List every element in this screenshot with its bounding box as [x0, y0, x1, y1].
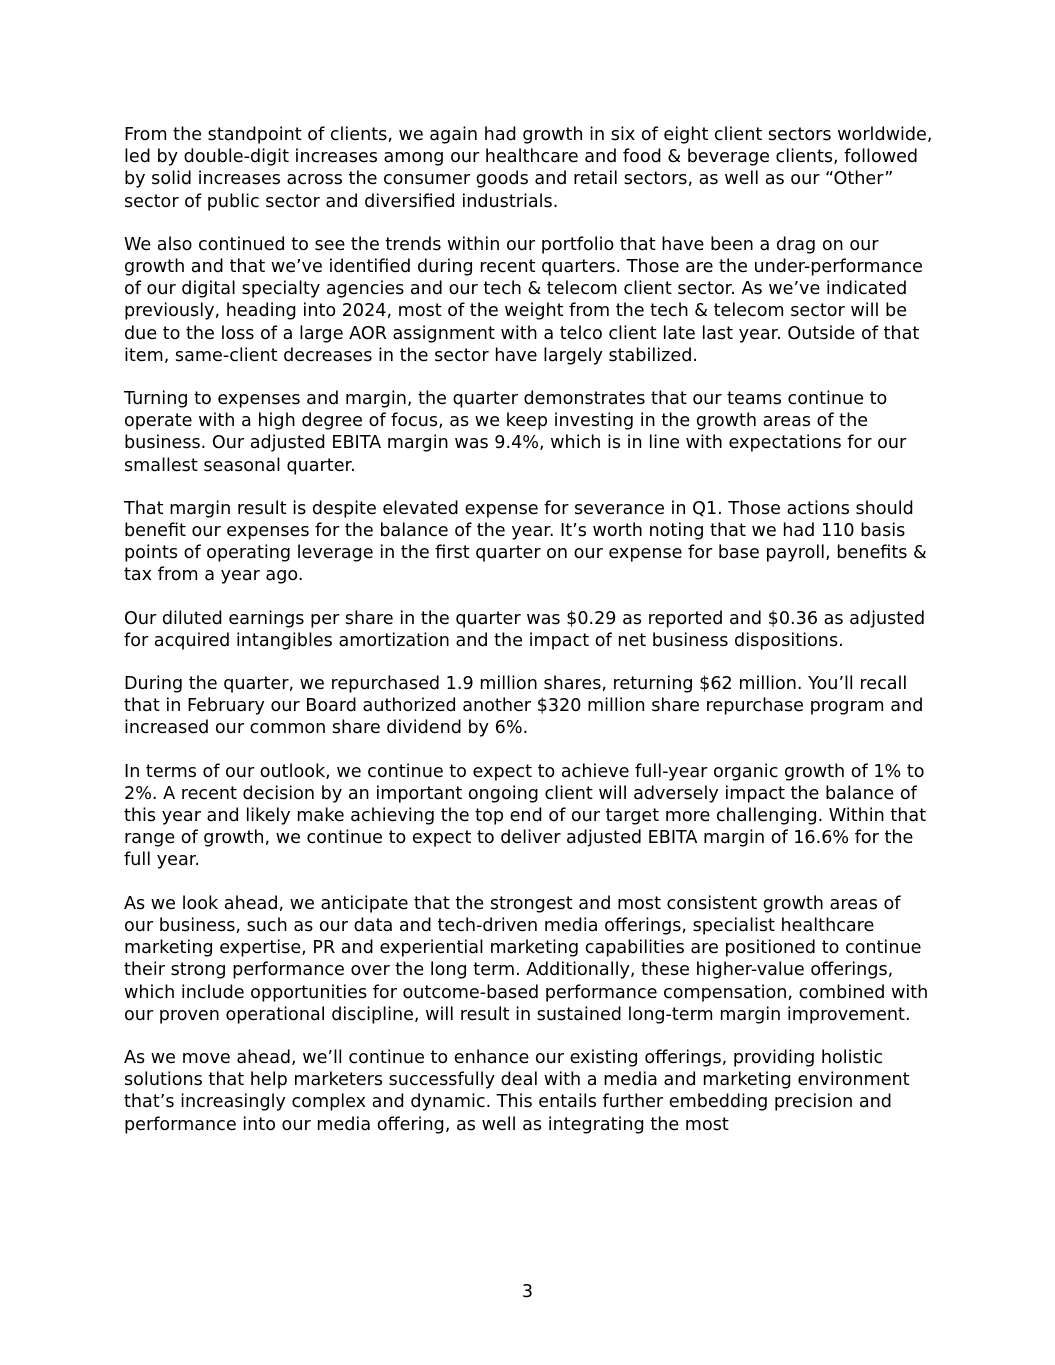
paragraph-expenses-margin: Turning to expenses and margin, the quarter demonstrates that our teams continue to operate with a high degree of focus, as we keep investing in the growth areas of the business. Our adjusted EBITA margin was 9.4%, which is in line with expectations for our smallest seasonal quarter. [124, 389, 907, 476]
body-text [124, 124, 934, 1157]
paragraph-portfolio-trends: We also continued to see the trends within our portfolio that have been a drag on our growth and that we’ve identified during recent quarters. Those are the under-performance of our digital specialty agencies and our tech & telecom client sector. As we’ve indicated previously, heading into 2024, most of the weight from the tech & telecom sector will be due to the loss of a large AOR assignment with a telco client late last year. Outside of that item, same-client decreases in the sector have largely stabilized. [124, 234, 923, 366]
paragraph-growth-areas: As we look ahead, we anticipate that the strongest and most consistent growth areas of our business, such as our data and tech-driven media offerings, specialist healthcare marketing expertise, PR and experiential marketing capabilities are positioned to continue their strong performance over the long term. Additionally, these higher-value offerings, which include opportunities for outcome-based performance compensation, combined with our proven operational discipline, will result in sustained long-term margin improvement. [124, 893, 929, 1025]
paragraph-outlook: In terms of our outlook, we continue to expect to achieve full-year organic growth of 1% to 2%. A recent decision by an important ongoing client will adversely impact the balance of this year and likely make achieving the top end of our target more challenging. Within that range of growth, we continue to expect to deliver adjusted EBITA margin of 16.6% for the full year. [124, 761, 927, 871]
paragraph-eps: Our diluted earnings per share in the quarter was $0.29 as reported and $0.36 as adjusted for acquired intangibles amortization and the impact of net business dispositions. [124, 608, 926, 651]
page-number: 3 [521, 1282, 534, 1302]
paragraph-offerings: As we move ahead, we’ll continue to enhance our existing offerings, providing holistic solutions that help marketers successfully deal with a media and marketing environment that’s increasingly complex and dynamic. This entails further embedding precision and performance into our media offering, as well as integrating the most [124, 1047, 910, 1135]
paragraph-clients: From the standpoint of clients, we again had growth in six of eight client sectors worldwide, led by double-digit increases among our healthcare and food & beverage clients, followed by solid increases across the consumer goods and retail sectors, as well as our “Other” sector of public sector and diversified industrials. [124, 125, 933, 212]
paragraph-severance: That margin result is despite elevated expense for severance in Q1. Those actions should benefit our expenses for the balance of the year. It’s worth noting that we had 110 basis points of operating leverage in the first quarter on our expense for base payroll, benefits & tax from a year ago. [124, 498, 927, 586]
paragraph-repurchase: During the quarter, we repurchased 1.9 million shares, returning $62 million. You’ll recall that in February our Board authorized another $320 million share repurchase program and increased our common share dividend by 6%. [124, 674, 924, 739]
